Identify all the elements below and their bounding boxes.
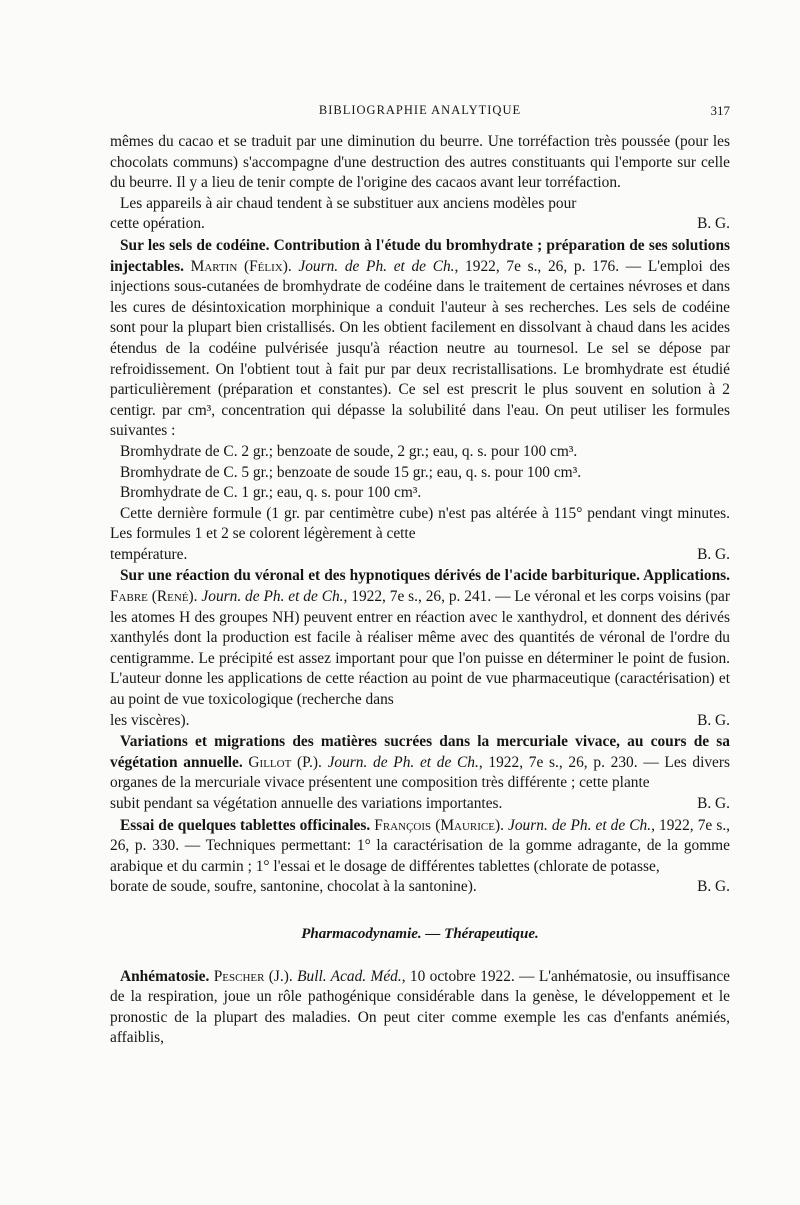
running-title: BIBLIOGRAPHIE ANALYTIQUE [318, 103, 522, 117]
running-head [110, 103, 730, 123]
text-line: compte de l'origine des cacaos avant leur torréfaction. [289, 174, 621, 192]
citation: , 1922, 7e s., 26, p. 241. [343, 588, 492, 606]
formula: Bromhydrate de C. 1 gr.; eau, q. s. pour 100 cm³. [120, 484, 422, 502]
signed-line [110, 711, 730, 732]
formula: Bromhydrate de C. 2 gr.; benzoate de soude, 2 gr.; eau, q. s. pour 100 cm³. [120, 442, 578, 460]
text-line: mêmes du cacao et se traduit par une diminution du beurre. Une torréfaction [110, 133, 590, 150]
abstract-veronal [110, 566, 730, 710]
citation: , 1922, 7e s., 26, p. 330. [110, 816, 731, 855]
text-line: pendant vingt minutes. Les formules 1 et 2 se colorent légèrement à cette [110, 504, 730, 543]
formula: Bromhydrate de C. 5 gr.; benzoate de soude 15 gr.; eau, q. s. pour 100 cm³. [120, 463, 582, 481]
journal-name: Journ. de Ph. et de Ch. [298, 257, 455, 275]
signed-line [110, 214, 730, 235]
text-line: très poussée (pour les chocolats communs) s'accompagne d'une destruction [110, 133, 730, 171]
article-author: Fabre (René). [110, 588, 198, 606]
journal-name: Journ. de Ph. et de Ch. [201, 588, 344, 606]
signature: B. G. [697, 711, 730, 729]
signature: B. G. [697, 878, 730, 896]
text-line: Cette dernière formule (1 gr. par centimètre cube) n'est pas altérée à 115° [120, 504, 583, 522]
signed-line [110, 545, 730, 566]
text-line: les viscères). [110, 711, 190, 729]
abstract-codeine [110, 236, 730, 442]
text-line: subit pendant sa végétation annuelle des variations importantes. [110, 795, 503, 812]
article-title: Sur les sels de codéine. Contribution à l'étude du bromhydrate ; préparation de ses solutions injectables. [110, 236, 730, 275]
citation: , 10 octobre 1922. [401, 967, 515, 985]
signature: B. G. [697, 795, 730, 812]
abstract-anhematosie [110, 967, 730, 1049]
citation: , 1922, 7e s., 26, p. 230. [478, 753, 638, 771]
section-heading: Pharmacodynamie. — Thérapeutique. [301, 925, 539, 942]
text-line: des autres constituants qui l'emporte sur celle du beurre. Il y a lieu de tenir [110, 153, 730, 192]
abstract-body: — Le véronal et les corps voisins (par les atomes H des groupes NH) peuvent entrer en réaction avec le xanthydrol, et donnent des dérivés xanthylés dont la production est facile à réaliser même avec des quantités de véronal de l'ordre du centigramme. Le précipité est assez important pour que l'on puisse en déterminer le point de fusion. L'auteur donne les applications de cette réaction au point de vue pharmaceutique (caractérisation) et au point de vue toxicologique (recherche dans [110, 588, 730, 709]
article-title: Sur une réaction du véronal et des hypnotiques dérivés de l'acide barbiturique. Applications. [120, 567, 730, 585]
citation: , 1922, 7e s., 26, p. 176. [454, 257, 620, 275]
signature: B. G. [697, 545, 730, 563]
article-author: Pescher (J.). [213, 967, 293, 985]
text-line: température. [110, 545, 188, 563]
article-title: Anhématosie. [120, 967, 210, 985]
abstract-mercuriale [110, 732, 730, 794]
article-title: Variations et migrations des matières sucrées dans la mercuriale vivace, au cours de sa végétation annuelle. [110, 733, 730, 771]
journal-name: Journ. de Ph. et de Ch. [508, 816, 652, 834]
signed-line [110, 794, 730, 815]
text-line: Les appareils à air chaud tendent à se substituer aux anciens modèles pour [120, 194, 577, 212]
abstract-body: — L'emploi des injections sous-cutanées de bromhydrate de codéine dans le traitement de certaines névroses et dans les cures de désintoxication morphinique a conduit l'auteur à ses recherches. Les sels de codéine sont pour la plupart bien cristallisés. On les obtient facilement en dissolvant à chaud dans les acides étendus de la codéine pulvérisée jusqu'à réaction neutre au tournesol. Le sel se dépose par refroidissement. On l'obtient tout à fait pur par deux recristallisations. Le bromhydrate est étudié particulièrement (préparation et constantes). Ce sel est prescrit le plus souvent en solution à 2 centigr. par cm³, concentration qui dépasse la solubilité dans l'eau. On peut utiliser les formules suivantes : [110, 257, 730, 440]
signed-line [110, 877, 730, 898]
abstract-body: — Les divers organes de la mercuriale vivace présentent une composition très différente ; cette plante [110, 753, 730, 792]
abstract-body: — Techniques permettant: 1° la caractérisation de la gomme adragante, de la gomme arabique et du carmin ; 1° l'essai et le dosage de différentes tablettes (chlorate de potasse, [110, 837, 730, 875]
text-column [110, 132, 730, 1049]
journal-name: Bull. Acad. Méd. [297, 967, 402, 985]
article-title: Essai de quelques tablettes officinales. [120, 816, 371, 834]
article-author: Gillot (P.). [248, 753, 322, 771]
journal-name: Journ. de Ph. et de Ch. [327, 753, 479, 771]
article-author: Martin (Félix). [190, 257, 292, 275]
paragraph [110, 504, 730, 545]
text-line: borate de soude, soufre, santonine, chocolat à la santonine). [110, 878, 477, 896]
text-line: cette opération. [110, 215, 205, 233]
article-author: François (Maurice). [374, 816, 504, 834]
abstract-tablettes [110, 816, 730, 878]
paragraph-continuation [110, 132, 730, 194]
page-number: 317 [710, 103, 730, 118]
paragraph [110, 194, 730, 215]
signature: B. G. [697, 215, 730, 233]
abstract-body: — L'anhématosie, ou insuffisance de la respiration, joue un rôle pathogénique considérable dans la genèse, le développement et le pronostic de la plupart des maladies. On peut citer comme exemple les cas d'enfants anémiés, affaiblis, [110, 967, 730, 1047]
